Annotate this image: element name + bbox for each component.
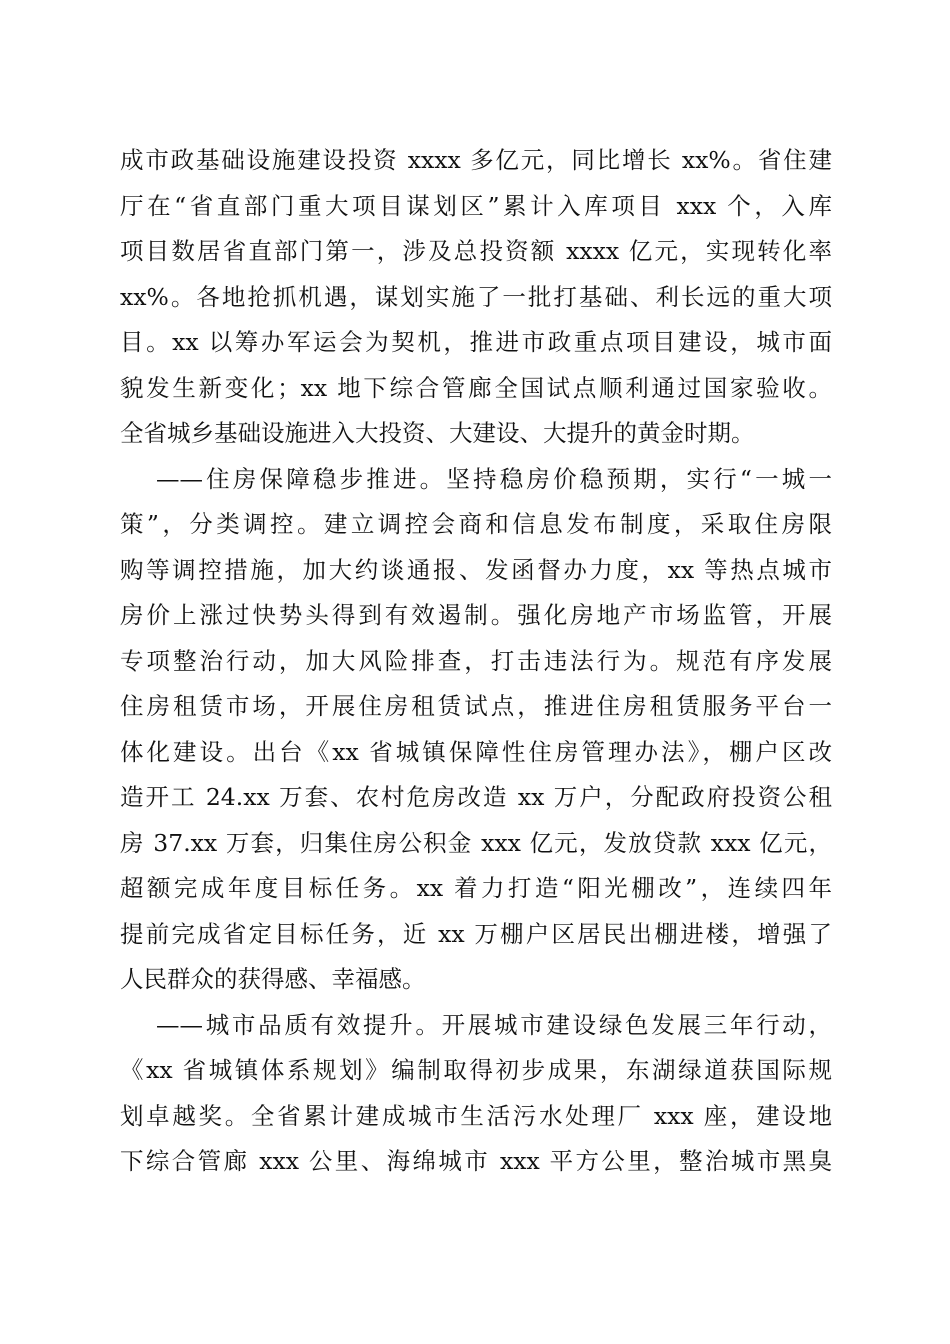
text-line: 目。xx 以筹办军运会为契机，推进市政重点项目建设，城市面 xyxy=(120,328,832,356)
section-heading-line: ——住房保障稳步推进。坚持稳房价稳预期，实行“一城一 xyxy=(156,464,832,493)
text-line: 策”，分类调控。建立调控会商和信息发布制度，采取住房限 xyxy=(120,510,832,538)
text-line: 划卓越奖。全省累计建成城市生活污水处理厂 xxx 座，建设地 xyxy=(120,1101,832,1130)
paragraph-end-line: 全省城乡基础设施进入大投资、大建设、大提升的黄金时期。 xyxy=(120,419,755,447)
text-line: 房 37.xx 万套，归集住房公积金 xxx 亿元，发放贷款 xxx 亿元， xyxy=(120,828,832,857)
text-line: 购等调控措施，加大约谈通报、发函督办力度，xx 等热点城市 xyxy=(120,555,832,584)
text-line: 体化建设。出台《xx 省城镇保障性住房管理办法》，棚户区改 xyxy=(120,737,832,766)
text-line: 造开工 24.xx 万套、农村危房改造 xx 万户，分配政府投资公租 xyxy=(120,783,832,811)
text-line: 项目数居省直部门第一，涉及总投资额 xxxx 亿元，实现转化率 xyxy=(120,237,832,265)
text-line: 下综合管廊 xxx 公里、海绵城市 xxx 平方公里，整治城市黑臭 xyxy=(120,1147,832,1175)
text-line: 貌发生新变化；xx 地下综合管廊全国试点顺利通过国家验收。 xyxy=(120,373,832,402)
text-line: 成市政基础设施建设投资 xxxx 多亿元，同比增长 xx%。省住建 xyxy=(120,146,832,174)
document-body xyxy=(120,138,832,1185)
text-line: 专项整治行动，加大风险排查，打击违法行为。规范有序发展 xyxy=(120,646,832,675)
text-line: 住房租赁市场，开展住房租赁试点，推进住房租赁服务平台一 xyxy=(120,692,832,720)
paragraph-end-line: 人民群众的获得感、幸福感。 xyxy=(120,965,426,993)
text-line: 《xx 省城镇体系规划》编制取得初步成果，东湖绿道获国际规 xyxy=(120,1056,832,1084)
text-line: 房价上涨过快势头得到有效遏制。强化房地产市场监管，开展 xyxy=(120,601,832,629)
text-line: 超额完成年度目标任务。xx 着力打造“阳光棚改”，连续四年 xyxy=(120,874,832,902)
section-heading-line: ——城市品质有效提升。开展城市建设绿色发展三年行动， xyxy=(156,1010,832,1039)
text-line: xx%。各地抢抓机遇，谋划实施了一批打基础、利长远的重大项 xyxy=(120,282,832,311)
text-line: 厅在“省直部门重大项目谋划区”累计入库项目 xxx 个，入库 xyxy=(120,191,832,220)
text-line: 提前完成省定目标任务，近 xx 万棚户区居民出棚进楼，增强了 xyxy=(120,919,832,948)
